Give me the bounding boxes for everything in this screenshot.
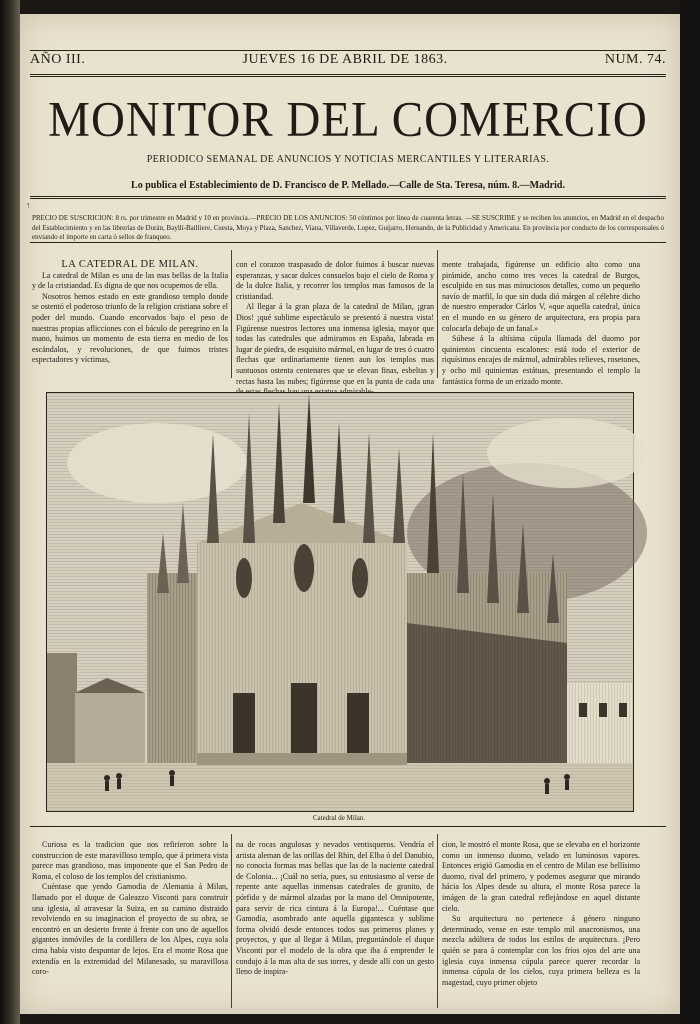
column-divider [231,250,232,378]
prices-text-2: —SE SUSCRIBE y se reciben los anuncios, en Madrid en el despacho del Establecimiento y en las librerías de Durán, Bayllí-Bailliere, Cuesta, Moya y Plaza, Sanchez, Viana, Villaverde, Lopez, Guijarro, Hernando, de la Publicidad y Americana. En provincia por conducto de los corresponsales ó enviando el importe en carta ó sellos de franqueo. [32,214,665,241]
date-label: JUEVES 16 DE ABRIL DE 1863. [242,52,448,67]
issue-rule [30,74,666,77]
number-label: NUM. 74. [604,52,666,67]
paragraph: Curiosa es la tradicion que nos refirieron sobre la construccion de este maravilloso templo, que á primera vista parece mas grandioso, mas imponente que el San Pedro de Roma, el coloso de los templos del cristianismo. [32,840,228,881]
year-label: AÑO III. [30,52,86,67]
paragraph: La catedral de Milan es una de las mas bellas de la Italia y de la cristiandad. Es digna de que nos ocupemos de ella. [32,270,228,291]
cathedral-engraving [46,392,634,812]
masthead-subtitle: PERIODICO SEMANAL DE ANUNCIOS Y NOTICIAS MERCANTILES Y LITERARIAS. [146,154,550,165]
page-edge [680,0,700,1024]
article-heading: LA CATEDRAL DE MILAN. [61,259,199,270]
article-column-2 [236,260,434,384]
prices-rule [30,242,666,243]
paragraph: Cuéntase que yendo Gamodia de Alemania á Milan, llamado por el duque de Galeazzo Visconti para construir una iglesia, al atravesar la Suiza, en su camino distraido revolviendo en su imaginacion el proyecto de su obra, se encontró en un desierto frente á frente con uno de aquellos gigantes inmóviles de la cordillera de los Alpes, cuya sola cima había visto despuntar de lejos. Era el monte Rosa que extendía en la extremidad del Milanesado, su maravillosa coro- [32,882,228,977]
cathedral-illustration [47,393,633,811]
book-spine [0,0,20,1024]
masthead-title: MONITOR DEL COMERCIO [48,92,648,148]
bottom-column-3 [442,840,640,1010]
paragraph: con el corazon traspasado de dolor fuimos á buscar nuevas esperanzas, y sacar dulces consuelos bajo el cielo de Roma y de la dulce Italia, y recorrer los templos mas famosos de la cristiandad. [236,260,434,301]
paragraph: cion, le mostró el monte Rosa, que se elevaba en el horizonte como un inmenso duomo, velado en luminosos vapores. Entonces erigió Gamodia en el centro de Milan ese bellísimo duomo, rival del primero, y podemos asegurar que mirando hácia los Alpes desde su altura, el monte Rosa parece la imágen de la gran catedral reflejándose en aquel distante cielo. [442,840,640,913]
prices-text-1: PRECIO DE SUSCRICION: 8 rs. por trimestre en Madrid y 10 en provincia.—PRECIO DE LOS ANUNCIOS: 50 céntimos por línea de cuarenta letras. [32,214,464,222]
paragraph: Súbese á la altísima cúpula llamada del duomo por quinientos cincuenta escalones: está todo el exterior de riquísimos encajes de mármol, admirables relieves, rosetones, y ocho mil quinientas estátuas, presentando el templo la fantástica forma de un erizado monte. [442,334,640,386]
subscription-prices [32,214,664,243]
paragraph: Al llegar á la gran plaza de la catedral de Milan, ¡gran Dios! ¡qué sublime espectáculo se presentó á nuestra vista! Figúrense nuestros lectores una inmensa iglesia, mayor que todas las catedrales que admiramos en España, labrada en lugar de piedra, de esquisito mármol, en lugar de tres ó cuatro flechas que ordinariamente tienen aun los templos mas suntuosos ostenta centenares que se elevan finas, esbeltas y rectas hasta las nubes; figúrense que en la punta de cada una [236,302,434,386]
column-divider [437,250,438,378]
paragraph: Su arquitectura no pertenece á género ninguno determinado, vense en este templo mil anacronismos, una mezcla adúltera de todos los estilos de arquitectura. ¡Pero quién se para á contemplar con los fríos ojos del arte una iglesia cuya inmensa cúpula parece querer recordar la inmensa cúpula de los cielos, cuya primera belleza es la magestad, cuyo primer objeto [442,914,640,987]
article-column-1 [32,260,228,384]
caption-rule [30,826,666,827]
bottom-column-2 [236,840,434,1010]
column-divider [437,834,438,1008]
engraving-caption: Catedral de Milan. [312,814,366,822]
margin-mark: ↑ [26,200,31,210]
paragraph: na de rocas angulosas y nevados ventisqueros. Vendría el artista aleman de las orillas del Rhin, del Elba ó del Danubio, no conocia formas mas bellas que las de la naciente catedral de Colonia... ¡Cuál no sería, pues, su entusiasmo al verse de repente ante aquellas inmensas catedrales de granito, de pórfido y de mármol alzadas por la mano del Omnipotente, para servir de rica cintura á la Europa!... Cuéntase que Gamodia, asombrado ante aquella gigantesca y sublime forma olvidó desde entonces todos sus primeros planes y proyectos, y que al llegar á Milan, preguntándole el duque Visconti por el modelo de la obra que iba á emprender le condujo á la mas alta de sus torres, y desde allí con un gesto lleno de inspira- [236,840,434,977]
top-rule [30,50,666,51]
article-column-3 [442,260,640,384]
issue-line [30,52,666,68]
paragraph: Nosotros hemos estado en este grandioso templo donde se ostentó el poderoso triunfo de la religion cristiana sobre el poder del mundo. Cuando encorvados bajo el peso de nuestras propias aflicciones con el báculo de peregrino en la mano, huimos un momento de esta tierra en medio de los escándalos, y revoluciones, de que fuimos tristes espectadores y víctimas, [32,291,228,365]
paragraph: mente trabajada, figúrense un edificio alto como una pirámide, ancho como tres veces la catedral de Burgos, esculpido en sus mas minuciosos detalles, como un pequeño navío de marfil, lo que sin duda dió márgen al célebre dicho de nuestro emperador Cárlos V, «que aquella catedral, única en el mundo en su género de arquitectura, era propia para colocarla debajo de un fanal.» [442,260,640,333]
newspaper-page [20,14,680,1014]
column-divider [231,834,232,1008]
bottom-column-1 [32,840,228,1010]
masthead-rule [30,196,666,199]
publisher-line: Lo publica el Establecimiento de D. Francisco de P. Mellado.—Calle de Sta. Teresa, núm. 8.—Madrid. [131,180,565,191]
